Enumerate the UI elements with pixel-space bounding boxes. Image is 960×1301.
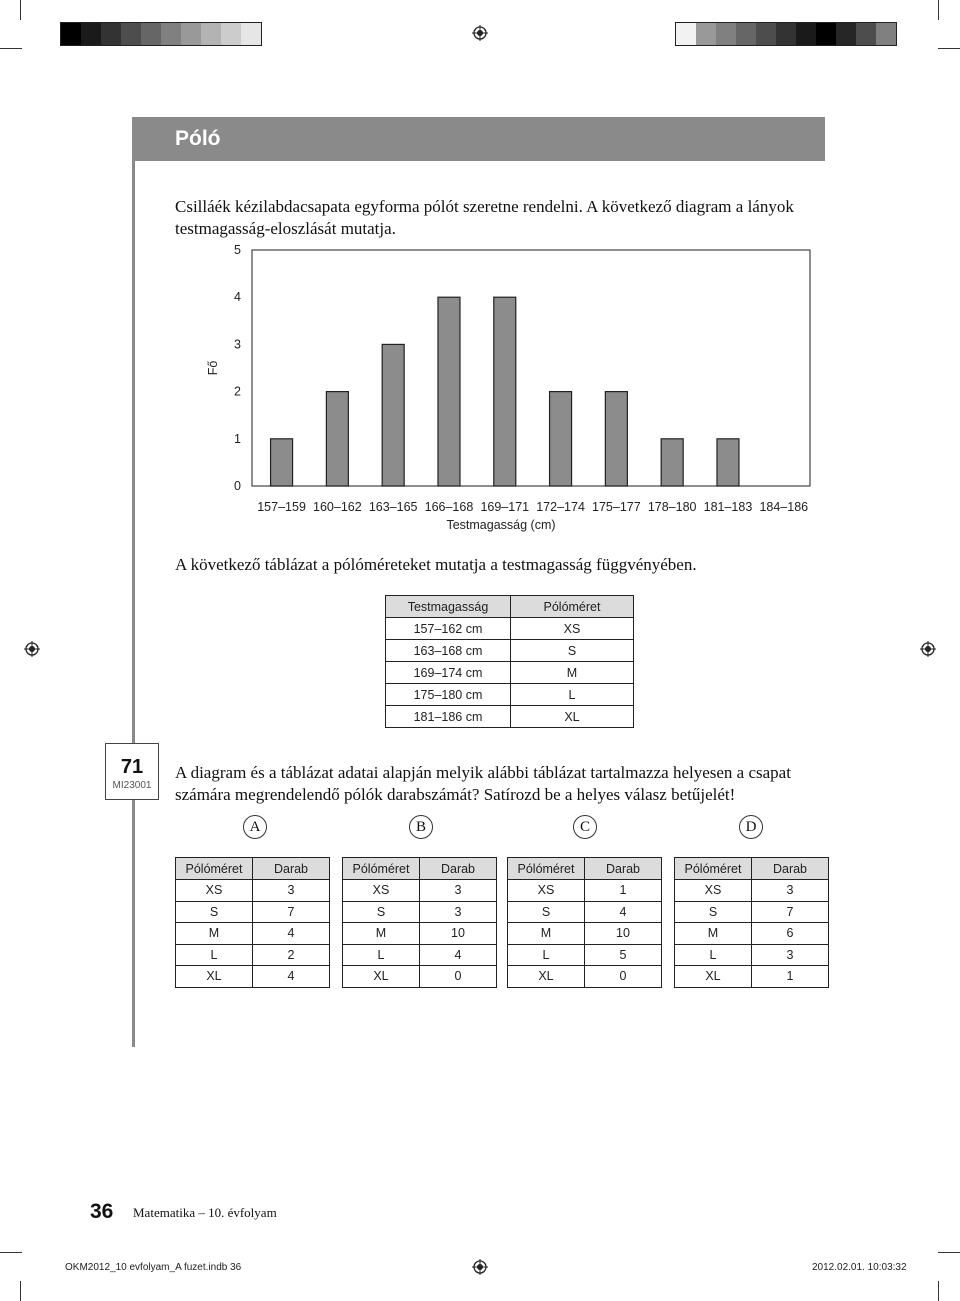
x-tick-label: 172–174 (536, 500, 585, 514)
table-cell: 2 (253, 944, 330, 966)
table-header-cell: Pólóméret (176, 858, 253, 880)
slug-date: 2012.02.01. 10:03:32 (812, 1262, 907, 1273)
question-line-1: A diagram és a táblázat adatai alapján melyik alábbi táblázat tartalmazza helyesen a csapat (175, 763, 791, 782)
table-header-cell: Pólóméret (508, 858, 585, 880)
y-tick-label: 4 (234, 290, 241, 305)
table-cell: S (511, 640, 634, 662)
question-line-2: számára megrendelendő pólók darabszámát? Satírozd be a helyes válasz betűjelét! (175, 785, 736, 804)
table-cell: M (176, 923, 253, 945)
table-cell: 0 (420, 966, 497, 988)
color-swatch (716, 23, 736, 45)
table-cell: 3 (420, 901, 497, 923)
registration-mark-icon (472, 25, 488, 41)
table-cell: M (511, 662, 634, 684)
table-header-cell: Testmagasság (386, 596, 511, 618)
color-swatch (796, 23, 816, 45)
color-swatch (121, 23, 141, 45)
registration-mark-icon (24, 641, 40, 657)
color-bar-right (675, 22, 897, 46)
color-swatch (61, 23, 81, 45)
table-cell: S (508, 901, 585, 923)
table-row (176, 966, 330, 988)
table-row (508, 944, 662, 966)
table-row (343, 901, 497, 923)
color-swatch (876, 23, 896, 45)
bar (271, 439, 293, 486)
table-row (343, 880, 497, 902)
crop-mark (938, 0, 939, 20)
table-cell: 3 (752, 944, 829, 966)
table-header-cell: Darab (253, 858, 330, 880)
color-swatch (81, 23, 101, 45)
bar (326, 392, 348, 486)
table-cell: 5 (585, 944, 662, 966)
x-tick-label: 178–180 (647, 500, 697, 514)
table-cell: 3 (253, 880, 330, 902)
table-row (675, 966, 829, 988)
color-swatch (736, 23, 756, 45)
x-tick-label: 181–183 (703, 500, 753, 514)
table-cell: 0 (585, 966, 662, 988)
table-header-row (176, 858, 330, 880)
color-swatch (676, 23, 696, 45)
crop-mark (0, 48, 22, 49)
header-band (135, 117, 825, 161)
color-swatch (141, 23, 161, 45)
table-cell: S (176, 901, 253, 923)
table-cell: XS (176, 880, 253, 902)
table-cell: S (675, 901, 752, 923)
x-tick-label: 160–162 (313, 500, 362, 514)
y-axis-label: Fő (206, 360, 220, 376)
crop-mark (20, 0, 21, 20)
table-cell: 3 (752, 880, 829, 902)
table-cell: XS (675, 880, 752, 902)
table-cell: M (508, 923, 585, 945)
option-letter-c[interactable]: C (573, 815, 597, 839)
table-row (675, 944, 829, 966)
x-tick-label: 184–186 (759, 500, 809, 514)
table-header-cell: Darab (420, 858, 497, 880)
color-swatch (101, 23, 121, 45)
x-axis-label: Testmagasság (cm) (446, 518, 556, 532)
table-row (343, 966, 497, 988)
bar (605, 392, 627, 486)
slug-filename: OKM2012_10 evfolyam_A fuzet.indb 36 (65, 1262, 242, 1273)
page-title: Póló (175, 127, 221, 150)
bar (717, 439, 739, 486)
y-tick-label: 1 (234, 431, 241, 446)
table-row (386, 618, 634, 640)
y-tick-label: 0 (234, 479, 241, 493)
table-row (176, 923, 330, 945)
table-row (386, 706, 634, 728)
color-swatch (816, 23, 836, 45)
table-cell: 4 (253, 966, 330, 988)
table-cell: 4 (253, 923, 330, 945)
color-swatch (201, 23, 221, 45)
table-row (176, 944, 330, 966)
table-row (386, 684, 634, 706)
table-cell: 163–168 cm (386, 640, 511, 662)
table-header-cell: Pólóméret (675, 858, 752, 880)
option-table-a (175, 857, 330, 988)
table-row (508, 880, 662, 902)
table-cell: 1 (585, 880, 662, 902)
table-cell: S (343, 901, 420, 923)
bar (661, 439, 683, 486)
color-swatch (221, 23, 241, 45)
table-cell: M (343, 923, 420, 945)
table-cell: 175–180 cm (386, 684, 511, 706)
table-header-cell: Pólóméret (343, 858, 420, 880)
table-row (343, 944, 497, 966)
table-row (508, 923, 662, 945)
bar (438, 297, 460, 486)
table-intro: A következő táblázat a pólóméreteket mutatja a testmagasság függvényében. (175, 555, 697, 574)
option-letter-a[interactable]: A (243, 815, 267, 839)
table-header-cell: Darab (752, 858, 829, 880)
color-swatch (856, 23, 876, 45)
table-row (508, 966, 662, 988)
y-tick-label: 2 (234, 384, 241, 399)
table-cell: XL (511, 706, 634, 728)
registration-mark-icon (472, 1259, 488, 1275)
option-table-d (674, 857, 829, 988)
table-row (675, 901, 829, 923)
intro-line-2: testmagasság-eloszlását mutatja. (175, 219, 396, 238)
color-swatch (161, 23, 181, 45)
table-cell: 169–174 cm (386, 662, 511, 684)
crop-mark (938, 48, 960, 49)
color-swatch (241, 23, 261, 45)
table-cell: XL (176, 966, 253, 988)
table-cell: 7 (752, 901, 829, 923)
color-swatch (836, 23, 856, 45)
table-header-row (675, 858, 829, 880)
table-cell: XS (511, 618, 634, 640)
table-cell: 1 (752, 966, 829, 988)
table-cell: L (508, 944, 585, 966)
bar (550, 392, 572, 486)
crop-mark (938, 1281, 939, 1301)
table-row (675, 880, 829, 902)
table-cell: XL (343, 966, 420, 988)
table-cell: 6 (752, 923, 829, 945)
table-row (176, 901, 330, 923)
table-cell: XL (675, 966, 752, 988)
table-cell: XS (343, 880, 420, 902)
table-header-row (508, 858, 662, 880)
option-letter-b[interactable]: B (409, 815, 433, 839)
table-cell: L (176, 944, 253, 966)
height-distribution-chart (195, 235, 825, 535)
option-letter-d[interactable]: D (739, 815, 763, 839)
table-row (675, 923, 829, 945)
left-margin-rule (132, 117, 135, 1047)
bar (494, 297, 516, 486)
crop-mark (0, 1252, 22, 1253)
crop-mark (938, 1252, 960, 1253)
x-tick-label: 157–159 (257, 500, 306, 514)
color-swatch (756, 23, 776, 45)
table-cell: 10 (420, 923, 497, 945)
color-swatch (181, 23, 201, 45)
table-row (508, 901, 662, 923)
table-cell: 157–162 cm (386, 618, 511, 640)
table-header-cell: Pólóméret (511, 596, 634, 618)
table-cell: 7 (253, 901, 330, 923)
table-cell: L (343, 944, 420, 966)
color-swatch (696, 23, 716, 45)
question-badge (105, 743, 159, 800)
x-tick-label: 169–171 (480, 500, 530, 514)
table-header-row (386, 596, 634, 618)
table-cell: M (675, 923, 752, 945)
table-cell: 181–186 cm (386, 706, 511, 728)
table-row (176, 880, 330, 902)
question-code: MI23001 (112, 780, 152, 791)
table-row (386, 640, 634, 662)
bar (382, 344, 404, 486)
x-tick-label: 163–165 (368, 500, 418, 514)
table-header-row (343, 858, 497, 880)
color-swatch (776, 23, 796, 45)
table-cell: XS (508, 880, 585, 902)
table-cell: 10 (585, 923, 662, 945)
page-number: 36 (90, 1200, 114, 1223)
table-cell: 3 (420, 880, 497, 902)
x-tick-label: 166–168 (424, 500, 474, 514)
footer-subject: Matematika – 10. évfolyam (133, 1205, 277, 1220)
intro-line-1: Csilláék kézilabdacsapata egyforma pólót szeretne rendelni. A következő diagram a lányok (175, 197, 794, 216)
option-table-c (507, 857, 662, 988)
question-number: 71 (120, 756, 144, 778)
x-tick-label: 175–177 (592, 500, 641, 514)
option-table-b (342, 857, 497, 988)
y-tick-label: 3 (234, 337, 241, 352)
table-header-cell: Darab (585, 858, 662, 880)
table-cell: 4 (585, 901, 662, 923)
registration-mark-icon (920, 641, 936, 657)
table-row (343, 923, 497, 945)
size-table (385, 595, 634, 728)
crop-mark (20, 1281, 21, 1301)
table-cell: 4 (420, 944, 497, 966)
table-cell: XL (508, 966, 585, 988)
color-bar-left (60, 22, 262, 46)
table-cell: L (511, 684, 634, 706)
y-tick-label: 5 (234, 243, 241, 257)
table-row (386, 662, 634, 684)
table-cell: L (675, 944, 752, 966)
